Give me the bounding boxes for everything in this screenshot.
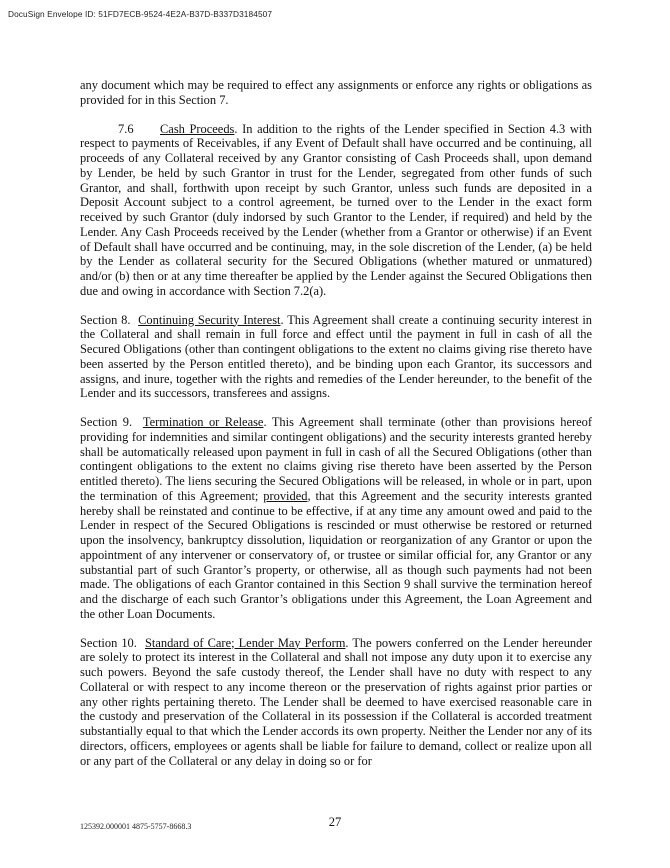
section-7-6-body: . In addition to the rights of the Lender specified in Section 4.3 with respect to payments of Receivables, if any Event of Default shall have occurred and be continuing, all proceeds of any Collateral received by any Grantor consisting of Cash Proceeds shall, upon demand by Lender, be held by such Grantor in trust for the Lender, segregated from other funds of such Grantor, and shall, forthwith upon receipt by such Grantor, unless such funds are deposited in a Deposit Account subject to a control agreement, be turned over to the Lender in the exact form received by such Grantor (duly indorsed by such Grantor to the Lender, if required) and held by the Lender. Any Cash Proceeds received by the Lender (whether from a Grantor or otherwise) if an Event of Default shall have occurred and be continuing, may, in the sole discretion of the Lender, (a) be held by the Lender as collateral security for the Secured Obligations (whether matured or unmatured) and/or (b) then or at any time thereafter be applied by the Lender against the Secured Obligations then due and owing in accordance with Section 7.2(a). xyxy=(80,121,592,298)
intro-paragraph: any document which may be required to effect any assignments or enforce any rights or obligations as provided for in this Section 7. xyxy=(80,78,592,107)
section-10-body: . The powers conferred on the Lender hereunder are solely to protect its interest in the Collateral and shall not impose any duty upon it to exercise any such powers. Beyond the safe custody thereof, the Lender shall have no duty with respect to any Collateral or with respect to any income thereon or the preservation of rights against prior parties or any other rights pertaining thereto. The Lender shall be deemed to have exercised reasonable care in the custody and preservation of the Collateral in its possession if the Collateral is accorded treatment substantially equal to that which the Lender accords its own property. Neither the Lender nor any of its directors, officers, employees or agents shall be liable for failure to demand, collect or realize upon all or any part of the Collateral or any delay in doing so or for xyxy=(80,635,593,768)
section-7-6-number: 7.6 xyxy=(118,121,134,136)
section-10-label: Section 10. xyxy=(80,635,137,650)
section-9-body-a: . This Agreement shall terminate (other than provisions hereof providing for indemnities and similar contingent obligations) and the security interests granted hereby shall be automatically released upon payment in full in cash of all the Secured Obligations (other than contingent obligations to the extent no claims giving rise thereto have been asserted by the Person entitled thereto). The liens securing the Secured Obligations will be released, in whole or in part, upon the termination of this Agreement; xyxy=(80,415,592,503)
section-8-heading: Continuing Security Interest xyxy=(138,312,281,327)
section-9-heading: Termination or Release xyxy=(142,415,264,429)
section-9-provided: provided xyxy=(263,488,308,503)
section-9-label: Section 9. xyxy=(80,415,133,429)
section-10-paragraph xyxy=(80,636,592,769)
footer-document-id: 125392.000001 4875-5757-8668.3 xyxy=(80,822,192,831)
section-10-heading: Standard of Care; Lender May Perform xyxy=(144,635,346,650)
section-9-body-b: , that this Agreement and the security interests granted hereby shall be reinstated and continue to be effective, if at any time any amount owed and paid to the Lender in respect of the Secured Obligations is rescinded or must otherwise be restored or returned upon the insolvency, bankruptcy dissolution, liquidation or reorganization of any Grantor or upon the appointment of any intervener or conservatory of, or trustee or similar official for, any Grantor or any substantial part of such Grantor’s property, or otherwise, all as though such payments had not been made. The obligations of each Grantor contained in this Section 9 shall survive the termination hereof and the discharge of each such Grantor’s obligations under this Agreement, the Loan Agreement and the other Loan Documents. xyxy=(80,488,593,621)
document-body xyxy=(80,78,592,768)
section-8-body: . This Agreement shall create a continuing security interest in the Collateral and shall remain in full force and effect until the payment in full in cash of all the Secured Obligations (other than contingent obligations to the extent no claims giving rise thereto have been asserted by the Person entitled thereto), and be binding upon each Grantor, its successors and assigns, and inure, together with the rights and remedies of the Lender hereunder, to the benefit of the Lender and its successors, transferees and assigns. xyxy=(80,312,593,401)
docusign-envelope-id: DocuSign Envelope ID: 51FD7ECB-9524-4E2A-B37D-B337D3184507 xyxy=(8,9,273,19)
page-number: 27 xyxy=(328,815,342,829)
section-9-paragraph xyxy=(80,415,592,622)
section-7-6-heading: Cash Proceeds xyxy=(160,121,235,136)
section-7-6-paragraph xyxy=(80,122,592,299)
section-8-label: Section 8. xyxy=(80,312,131,327)
section-8-paragraph xyxy=(80,313,592,402)
